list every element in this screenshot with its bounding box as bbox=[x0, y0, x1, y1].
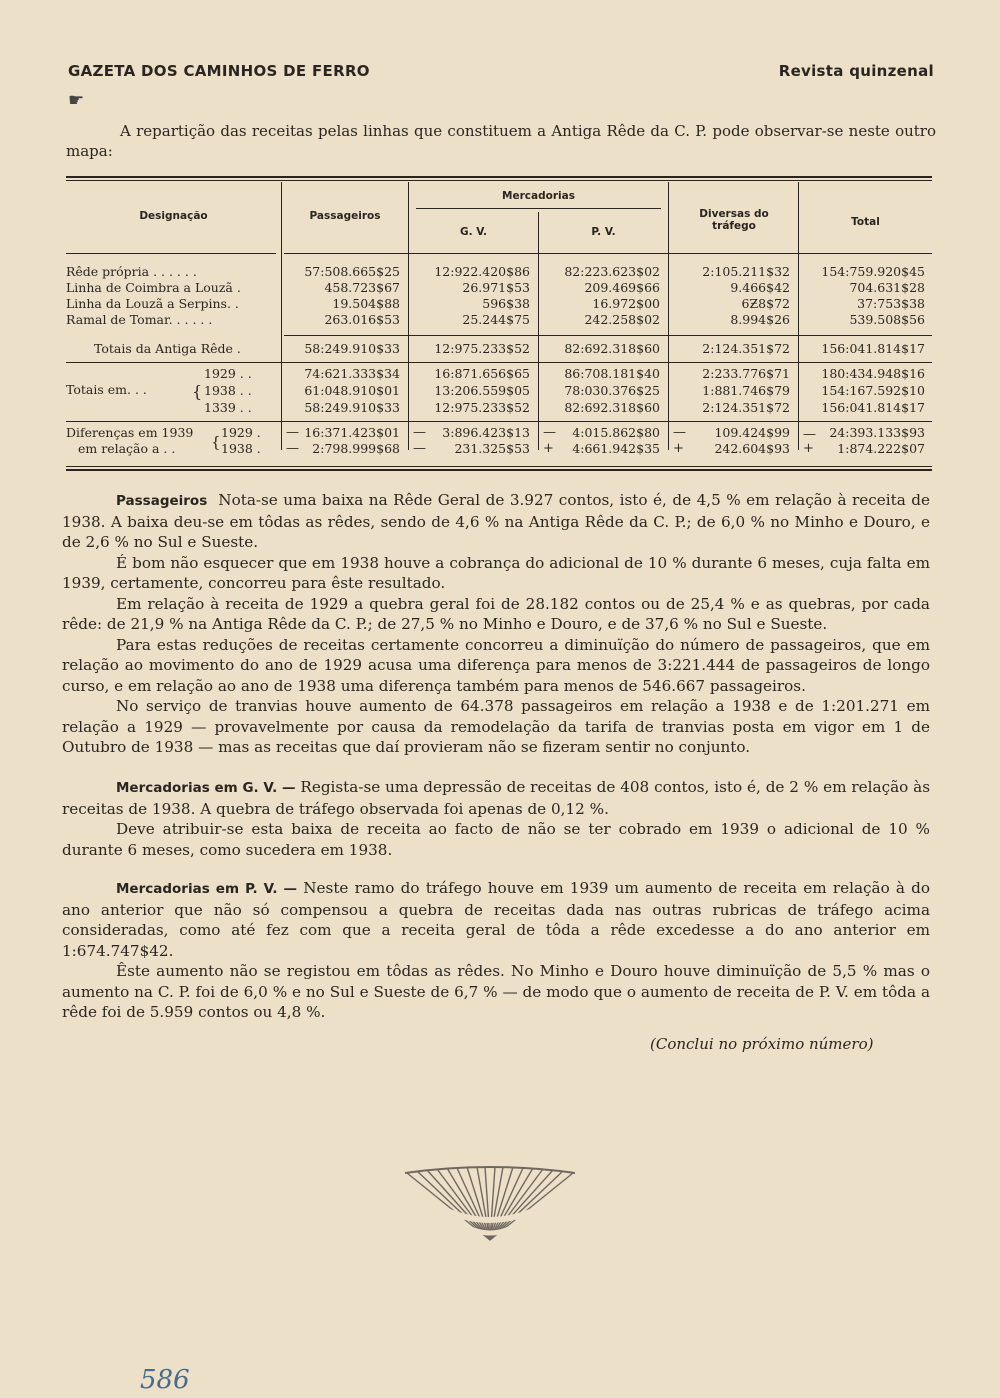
cell-diversas: 242.604$93 bbox=[714, 441, 790, 456]
mercadorias-brace-line bbox=[416, 208, 661, 209]
cell-pv: 82:223.623$02 bbox=[564, 264, 660, 279]
totais-antiga-label: Totais da Antiga Rêde . bbox=[94, 341, 241, 356]
paragraph: Para estas reduções de receitas certamente concorreu a diminuïção do número de passageiros, que em relação ao movimento do ano de 1929 acusa uma diferença para menos de 3:221.444 de passageiros de longo curso, e em relação ao ano de 1938 uma diferença também para menos de 546.667 passageiros. bbox=[62, 635, 930, 695]
row-label: Ramal de Tomar. . . . . . bbox=[66, 312, 213, 327]
sign: + bbox=[543, 441, 554, 456]
row-label: Linha de Coimbra a Louzã . bbox=[66, 280, 241, 295]
subtotal-line bbox=[284, 335, 932, 336]
header-designacao: Designação bbox=[139, 210, 208, 222]
cell-passageiros: 2:798.999$68 bbox=[312, 441, 400, 456]
cell-pv: 86:708.181$40 bbox=[564, 366, 660, 381]
cell-gv: 596$38 bbox=[482, 296, 530, 311]
row-label: Rêde própria . . . . . . bbox=[66, 264, 197, 279]
cell-diversas: 2:124.351$72 bbox=[702, 400, 790, 415]
year-label: 1938 . . bbox=[204, 383, 252, 398]
cell-passageiros: 58:249.910$33 bbox=[304, 341, 400, 356]
cell-total: 154:167.592$10 bbox=[821, 383, 925, 398]
cell-gv: 25.244$75 bbox=[462, 312, 530, 327]
section-title: Mercadorias em G. V. — bbox=[116, 780, 296, 796]
table-top-rule bbox=[66, 176, 932, 178]
section-title: Mercadorias em P. V. — bbox=[116, 881, 298, 897]
header-bottom-line bbox=[66, 253, 276, 254]
table-bottom-rule bbox=[66, 469, 932, 471]
publication-subtitle: Revista quinzenal bbox=[778, 62, 934, 80]
header-total: Total bbox=[851, 216, 880, 228]
cell-diversas: 109.424$99 bbox=[714, 425, 790, 440]
header-bottom-line bbox=[284, 253, 932, 254]
cell-gv: 12:975.233$52 bbox=[434, 341, 530, 356]
sign: — bbox=[673, 425, 686, 440]
section-title: Passageiros bbox=[116, 493, 208, 509]
header-pv: P. V. bbox=[591, 226, 616, 238]
header-passageiros: Passageiros bbox=[309, 210, 381, 222]
year-label: 1929 . bbox=[221, 425, 261, 440]
cell-gv: 13:206.559$05 bbox=[434, 383, 530, 398]
paragraph: Neste ramo do tráfego houve em 1939 um aumento de receita em relação à do ano anterior que não só compensou a quebra de receitas dada nas outras rubricas de tráfego acima consideradas, como até fez com que a receita geral de tôda a rêde excedesse a do ano anterior em 1:674.747$42. bbox=[62, 879, 930, 960]
cell-total: 539.508$56 bbox=[849, 312, 925, 327]
table-top-rule-thin bbox=[66, 180, 932, 181]
cell-pv: 209.469$66 bbox=[584, 280, 660, 295]
cell-total: 156:041.814$17 bbox=[821, 341, 925, 356]
sign: — bbox=[413, 441, 426, 456]
paragraph: No serviço de tranvias houve aumento de 64.378 passageiros em relação a 1938 e de 1:201.271 em relação a 1929 — provavelmente por causa da remodelação da tarifa de tranvias posta em vigor em 1 de Outubro de 1938 — mas as receitas que daí provieram não se fizeram sentir no conjunto. bbox=[62, 697, 930, 756]
sign: + bbox=[803, 441, 814, 456]
sign: — bbox=[286, 441, 299, 456]
cell-gv: 231.325$53 bbox=[454, 441, 530, 456]
cell-pv: 242.258$02 bbox=[584, 312, 660, 327]
cell-passageiros: 61:048.910$01 bbox=[304, 383, 400, 398]
cell-total: 1:874.222$07 bbox=[837, 441, 925, 456]
header-mercadorias: Mercadorias bbox=[502, 190, 575, 202]
paragraph: Deve atribuir-se esta baixa de receita ao facto de não se ter cobrado em 1939 o adicional de 10 % durante 6 meses, como sucedera em 1938. bbox=[62, 820, 930, 859]
cell-pv: 78:030.376$25 bbox=[564, 383, 660, 398]
year-label: 1929 . . bbox=[204, 366, 252, 381]
paragraph: Nota-se uma baixa na Rêde Geral de 3.927 contos, isto é, de 4,5 % em relação à receita de 1938. A baixa deu-se em tôdas as rêdes, sendo de 4,6 % na Antiga Rêde da C. P.; de 6,0 % no Minho e Douro, e de 2,6 % no Sul e Sueste. bbox=[62, 491, 930, 551]
paragraph: Em relação à receita de 1929 a quebra geral foi de 28.182 contos ou de 25,4 % e as quebras, por cada rêde: de 21,9 % na Antiga Rêde da C. P.; de 27,5 % no Minho e Douro, e de 37,6 % no Sul e Sueste. bbox=[62, 594, 930, 633]
header-diversas: Diversas do tráfego bbox=[699, 208, 769, 232]
cell-diversas: 2:124.351$72 bbox=[702, 341, 790, 356]
header-gv: G. V. bbox=[459, 226, 488, 238]
pointing-hand-icon: ☛ bbox=[68, 90, 85, 111]
cell-passageiros: 458.723$67 bbox=[324, 280, 400, 295]
cell-total: 704.631$28 bbox=[849, 280, 925, 295]
cell-pv: 82:692.318$60 bbox=[564, 341, 660, 356]
cell-total: 154:759.920$45 bbox=[821, 264, 925, 279]
cell-gv: 16:871.656$65 bbox=[434, 366, 530, 381]
cell-gv: 26.971$53 bbox=[462, 280, 530, 295]
cell-passageiros: 19.504$88 bbox=[332, 296, 400, 311]
cell-pv: 4:661.942$35 bbox=[572, 441, 660, 456]
section-line bbox=[66, 421, 932, 422]
cell-total: 180:434.948$16 bbox=[821, 366, 925, 381]
revenue-table bbox=[66, 176, 932, 476]
cell-passageiros: 57:508.665$25 bbox=[304, 264, 400, 279]
cell-diversas: 8.994$26 bbox=[730, 312, 790, 327]
sign: + bbox=[673, 441, 684, 456]
year-label: 1938 . bbox=[221, 441, 261, 456]
section-line bbox=[66, 362, 932, 363]
cell-diversas: 2:105.211$32 bbox=[702, 264, 790, 279]
sign: — bbox=[413, 425, 426, 440]
cell-diversas: 9.466$42 bbox=[730, 280, 790, 295]
cell-passageiros: 58:249.910$33 bbox=[304, 400, 400, 415]
page-number: 586 bbox=[140, 1365, 190, 1395]
cell-passageiros: 16:371.423$01 bbox=[304, 425, 400, 440]
cell-total: 156:041.814$17 bbox=[821, 400, 925, 415]
section-gv bbox=[62, 777, 930, 860]
section-pv bbox=[62, 878, 930, 1023]
cell-pv: 16.972$00 bbox=[592, 296, 660, 311]
cell-diversas: 6Ƶ8$72 bbox=[741, 296, 790, 311]
closing-note: (Conclui no próximo número) bbox=[650, 1035, 874, 1053]
brace-icon: { bbox=[211, 433, 221, 451]
row-label: Linha da Louzã a Serpins. . bbox=[66, 296, 239, 311]
sign: — bbox=[286, 425, 299, 440]
cell-gv: 12:922.420$86 bbox=[434, 264, 530, 279]
cell-diversas: 2:233.776$71 bbox=[702, 366, 790, 381]
sign: — bbox=[543, 425, 556, 440]
cell-diversas: 1:881.746$79 bbox=[702, 383, 790, 398]
publication-title: GAZETA DOS CAMINHOS DE FERRO bbox=[68, 62, 370, 80]
sign: — bbox=[803, 427, 816, 442]
paragraph: É bom não esquecer que em 1938 houve a cobrança do adicional de 10 % durante 6 meses, cuja falta em 1939, certamente, concorreu para êste resultado. bbox=[62, 553, 930, 592]
totais-em-label: Totais em. . . bbox=[66, 382, 147, 397]
paragraph: Êste aumento não se registou em tôdas as rêdes. No Minho e Douro houve diminuïção de 5,5 % mas o aumento na C. P. foi de 6,0 % e no Sul e Sueste de 6,7 % — de modo que o aumento de receita de P. V. em tôda a rêde foi de 5.959 contos ou 4,8 %. bbox=[62, 962, 930, 1021]
cell-pv: 82:692.318$60 bbox=[564, 400, 660, 415]
cell-total: 37:753$38 bbox=[857, 296, 925, 311]
diferencas-label: Diferenças em 1939 bbox=[66, 425, 194, 440]
table-bottom-rule-thin bbox=[66, 466, 932, 467]
section-passageiros bbox=[62, 490, 930, 758]
brace-icon: { bbox=[192, 382, 203, 401]
paragraph: Regista-se uma depressão de receitas de 408 contos, isto é, de 2 % em relação às receitas de 1938. A quebra de tráfego observada foi apenas de 0,12 %. bbox=[62, 778, 931, 818]
year-label: 1339 . . bbox=[204, 400, 252, 415]
cell-passageiros: 74:621.333$34 bbox=[304, 366, 400, 381]
cell-passageiros: 263.016$53 bbox=[324, 312, 400, 327]
intro-paragraph: A repartição das receitas pelas linhas que constituem a Antiga Rêde da C. P. pode observar-se neste outro mapa: bbox=[66, 122, 936, 160]
diferencas-label: em relação a . . bbox=[78, 441, 176, 456]
fan-ornament-icon bbox=[405, 1165, 575, 1249]
cell-gv: 3:896.423$13 bbox=[442, 425, 530, 440]
cell-gv: 12:975.233$52 bbox=[434, 400, 530, 415]
cell-total: 24:393.133$93 bbox=[829, 425, 925, 440]
cell-pv: 4:015.862$80 bbox=[572, 425, 660, 440]
